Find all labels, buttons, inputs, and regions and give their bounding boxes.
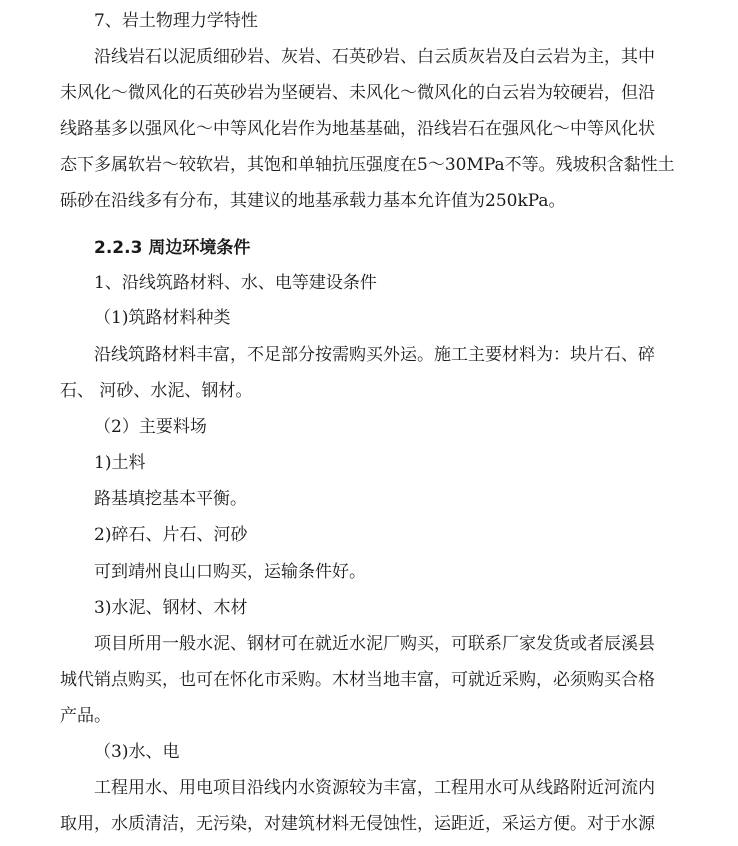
material-3-line-2: 城代销点购买，也可在怀化市采购。木材当地丰富，可就近采购，必须购买合格 xyxy=(60,670,655,690)
subsection-3-line-1: 工程用水、用电项目沿线内水资源较为丰富，工程用水可从线路附近河流内 xyxy=(94,778,655,798)
section-7-line-4: 态下多属软岩～较软岩，其饱和单轴抗压强度在5～30MPa不等。残坡积含黏性土 xyxy=(60,155,675,175)
section-7-line-2: 未风化～微风化的石英砂岩为坚硬岩、未风化～微风化的白云岩为较硬岩，但沿 xyxy=(60,83,655,103)
section-7-heading: 7、岩土物理力学特性 xyxy=(94,11,258,31)
material-3-heading: 3)水泥、钢材、木材 xyxy=(94,598,248,618)
section-7-line-3: 线路基多以强风化～中等风化岩作为地基基础，沿线岩石在强风化～中等风化状 xyxy=(60,119,655,139)
section-7-line-1: 沿线岩石以泥质细砂岩、灰岩、石英砂岩、白云质灰岩及白云岩为主，其中 xyxy=(94,47,655,67)
section-7-line-5: 砾砂在沿线多有分布，其建议的地基承载力基本允许值为250kPa。 xyxy=(60,191,566,211)
material-3-line-1: 项目所用一般水泥、钢材可在就近水泥厂购买，可联系厂家发货或者辰溪县 xyxy=(94,634,655,654)
subsection-3-heading: （3)水、电 xyxy=(94,742,180,762)
item-1-heading: 1、沿线筑路材料、水、电等建设条件 xyxy=(94,273,377,293)
subsection-1-heading: （1)筑路材料种类 xyxy=(94,308,231,328)
subsection-3-line-2: 取用，水质清洁，无污染，对建筑材料无侵蚀性，运距近，采运方便。对于水源 xyxy=(60,814,655,834)
material-1-heading: 1)土料 xyxy=(94,453,146,473)
section-2-2-3-heading: 2.2.3 周边环境条件 xyxy=(94,238,251,258)
material-2-heading: 2)碎石、片石、河砂 xyxy=(94,525,248,545)
subsection-1-line-2: 石、 河砂、水泥、钢材。 xyxy=(60,381,253,401)
material-3-line-3: 产品。 xyxy=(60,706,111,726)
material-2-text: 可到靖州良山口购买，运输条件好。 xyxy=(94,562,366,582)
subsection-1-line-1: 沿线筑路材料丰富，不足部分按需购买外运。施工主要材料为：块片石、碎 xyxy=(94,345,655,365)
subsection-2-heading: （2）主要料场 xyxy=(94,417,207,437)
material-1-text: 路基填挖基本平衡。 xyxy=(94,489,247,509)
